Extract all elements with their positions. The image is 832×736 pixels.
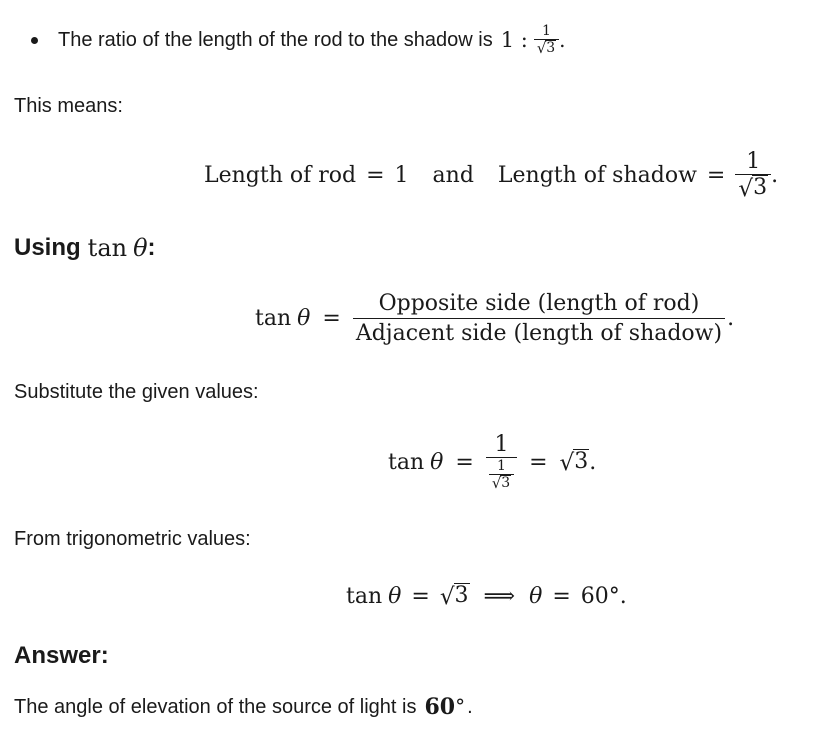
result-radicand: 3 — [454, 583, 469, 609]
substitute-label: Substitute the given values: — [14, 381, 259, 403]
tan-text: tan — [87, 234, 128, 262]
theta-symbol: θ — [430, 449, 444, 475]
inner-fraction — [486, 458, 517, 491]
equals-sign: = — [552, 583, 571, 609]
compound-fraction — [486, 432, 517, 491]
degree-symbol: ° — [455, 694, 466, 718]
equation-rod-shadow — [204, 145, 778, 205]
equals-sign: = — [706, 162, 726, 188]
ratio-fraction — [534, 23, 559, 56]
equals-sign: = — [322, 305, 341, 331]
theta-symbol: θ — [133, 234, 148, 262]
answer-line — [14, 692, 473, 722]
implies-arrow: ⟹ — [483, 583, 516, 609]
fraction-numerator: Opposite side (length of rod) — [378, 290, 700, 316]
equation-result — [346, 576, 627, 616]
result-sqrt: √ 3 — [439, 583, 469, 610]
shadow-num: 1 — [746, 149, 761, 175]
result-radicand: 3 — [574, 449, 589, 475]
equals-sign: = — [366, 162, 385, 188]
shadow-den-radicand: 3 — [753, 175, 768, 201]
answer-heading: Answer: — [14, 642, 109, 669]
shadow-den-sqrt: √ 3 — [738, 175, 768, 202]
theta-symbol: θ — [529, 583, 543, 609]
ratio-den-radicand: 3 — [546, 40, 556, 57]
eq4-end: . — [619, 583, 627, 609]
answer-value: 60 — [424, 694, 456, 720]
shadow-label: Length of shadow — [497, 162, 697, 188]
and-text: and — [432, 162, 474, 188]
tan-text: tan — [388, 449, 425, 475]
ratio-left: 1 : — [500, 28, 528, 52]
equation-tan-definition — [255, 285, 734, 351]
shadow-fraction — [735, 149, 771, 200]
tan-fraction — [353, 291, 725, 346]
equals-sign: = — [411, 583, 430, 609]
eq2-end: . — [727, 305, 735, 331]
ratio-den-sqrt: √ 3 — [536, 39, 556, 57]
inner-num: 1 — [497, 458, 506, 475]
equals-sign: = — [529, 449, 548, 475]
answer-text: The angle of elevation of the source of light is — [14, 695, 417, 718]
tan-text: tan — [346, 583, 383, 609]
using-tan-heading — [14, 230, 156, 266]
ratio-num: 1 — [542, 23, 551, 40]
equation-substitution — [388, 425, 596, 499]
eq3-end: . — [589, 449, 597, 475]
heading-colon: : — [147, 234, 156, 261]
from-trig-label: From trigonometric values: — [14, 528, 251, 550]
rod-label: Length of rod — [204, 162, 357, 188]
inner-den-radicand: 3 — [501, 475, 511, 492]
bullet-ratio-line — [58, 22, 565, 58]
eq1-end: . — [771, 162, 779, 188]
rod-value: 1 — [394, 162, 409, 188]
angle-value: 60° — [580, 583, 620, 609]
theta-symbol: θ — [297, 305, 311, 331]
answer-end: . — [467, 695, 473, 718]
theta-symbol: θ — [388, 583, 402, 609]
compound-num: 1 — [494, 432, 509, 458]
bullet-text: The ratio of the length of the rod to the shadow is — [58, 28, 493, 51]
ratio-end: . — [559, 28, 566, 52]
using-text: Using — [14, 234, 81, 261]
this-means-label: This means: — [14, 95, 123, 117]
fraction-denominator: Adjacent side (length of shadow) — [355, 320, 723, 346]
equals-sign: = — [455, 449, 474, 475]
inner-den-sqrt: √ 3 — [491, 474, 511, 492]
tan-text: tan — [255, 305, 292, 331]
bullet-dot — [31, 37, 38, 44]
result-sqrt: √ 3 — [559, 449, 589, 476]
